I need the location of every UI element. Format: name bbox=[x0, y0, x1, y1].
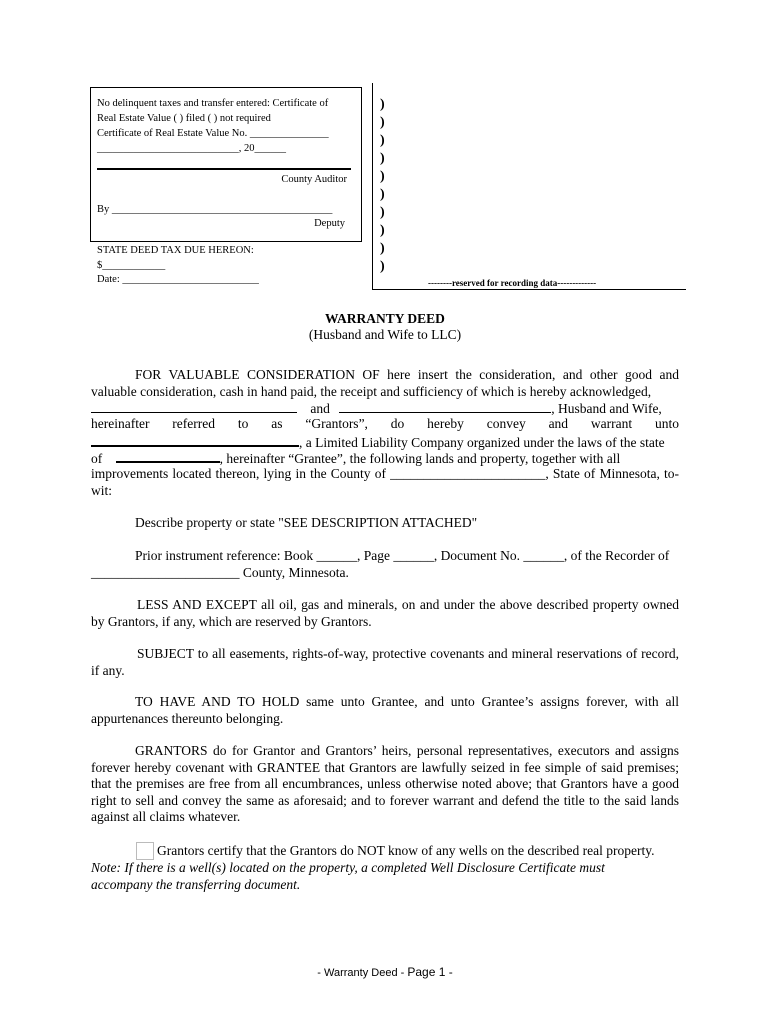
deed-tax-amount: $____________ bbox=[97, 259, 166, 271]
grantor-name-1-blank bbox=[91, 400, 297, 413]
wells-checkbox[interactable] bbox=[136, 842, 154, 860]
grantee-llc-line: , a Limited Liability Company organized under the laws of the state bbox=[91, 433, 679, 452]
auditor-signature-line bbox=[97, 168, 351, 170]
county-auditor-label: County Auditor bbox=[281, 174, 347, 185]
consideration-paragraph: FOR VALUABLE CONSIDERATION OF here insert the consideration, and other good and valuable consideration, cash in hand paid, the receipt and sufficiency of which is hereby acknowledged, bbox=[91, 367, 679, 399]
wells-certification: Grantors certify that the Grantors do NOT know of any wells on the described real property. bbox=[157, 843, 655, 858]
prior-instrument-line-2: ______________________ County, Minnesota. bbox=[91, 565, 349, 580]
certificate-line-2: Real Estate Value ( ) filed ( ) not required bbox=[97, 113, 271, 124]
deed-tax-date: Date: __________________________ bbox=[97, 274, 259, 285]
auditor-box-text bbox=[97, 96, 357, 156]
parenthesis-column: ) ) ) ) ) ) ) ) ) ) bbox=[380, 97, 385, 274]
by-line: By __________________________________________ bbox=[97, 204, 333, 215]
property-description: Describe property or state "SEE DESCRIPTION ATTACHED" bbox=[135, 515, 478, 530]
footer-page-number: Page 1 - bbox=[407, 965, 453, 979]
habendum-paragraph: TO HAVE AND TO HOLD same unto Grantee, and unto Grantee’s assigns forever, with all appurtenances thereunto belonging. bbox=[91, 694, 679, 726]
improvements-line: improvements located thereon, lying in the County of _______________________, State of Minnesota, to-wit: bbox=[91, 466, 679, 498]
grantors-covenant-paragraph: GRANTORS do for Grantor and Grantors’ heirs, personal representatives, executors and assigns forever hereby covenant with GRANTEE that Grantors are lawfully seized in fee simple of said premises; that the premises are free from all encumbrances, unless otherwise noted above; that Grantors have a good right to sell and convey the same as aforesaid; and to forever warrant and defend the title to the said lands against all claims whatever. bbox=[91, 743, 679, 825]
less-and-except-paragraph: LESS AND EXCEPT all oil, gas and minerals, on and under the above described property owned by Grantors, if any, which are reserved by Grantors. bbox=[91, 597, 679, 629]
grantee-name-blank bbox=[91, 433, 299, 447]
document-subtitle: (Husband and Wife to LLC) bbox=[308, 327, 462, 342]
grantor-names-line: and , Husband and Wife, bbox=[91, 400, 679, 418]
recording-data-label: --------reserved for recording data------------- bbox=[428, 278, 597, 288]
footer-document-name: - Warranty Deed - bbox=[317, 967, 408, 979]
certificate-line-4: ___________________________, 20______ bbox=[97, 143, 286, 154]
grantee-state-line: of , hereinafter “Grantee”, the following lands and property, together with all bbox=[91, 451, 621, 466]
prior-instrument-line-1: Prior instrument reference: Book ______, Page ______, Document No. ______, of the Recorder of bbox=[135, 548, 670, 563]
certificate-line-3: Certificate of Real Estate Value No. _______________ bbox=[97, 128, 329, 139]
grantor-name-2-blank bbox=[339, 400, 551, 413]
recording-area-left-border bbox=[372, 83, 373, 289]
page-footer bbox=[0, 965, 770, 979]
document-title: WARRANTY DEED bbox=[325, 311, 445, 326]
subject-to-paragraph: SUBJECT to all easements, rights-of-way, protective covenants and mineral reservations of record, if any. bbox=[91, 646, 679, 678]
grantors-referred-line: hereinafter referred to as “Grantors”, do hereby convey and warrant unto bbox=[91, 416, 679, 431]
deed-tax-block bbox=[97, 244, 367, 288]
deputy-label: Deputy bbox=[314, 218, 345, 229]
state-blank bbox=[116, 449, 220, 463]
well-disclosure-note: Note: If there is a well(s) located on the property, a completed Well Disclosure Certificate must accompany the transferring document. bbox=[91, 860, 605, 892]
deed-tax-heading: STATE DEED TAX DUE HEREON: bbox=[97, 245, 254, 256]
certificate-line-1: No delinquent taxes and transfer entered: Certificate of bbox=[97, 98, 329, 109]
recording-area-bottom-border bbox=[372, 289, 686, 290]
